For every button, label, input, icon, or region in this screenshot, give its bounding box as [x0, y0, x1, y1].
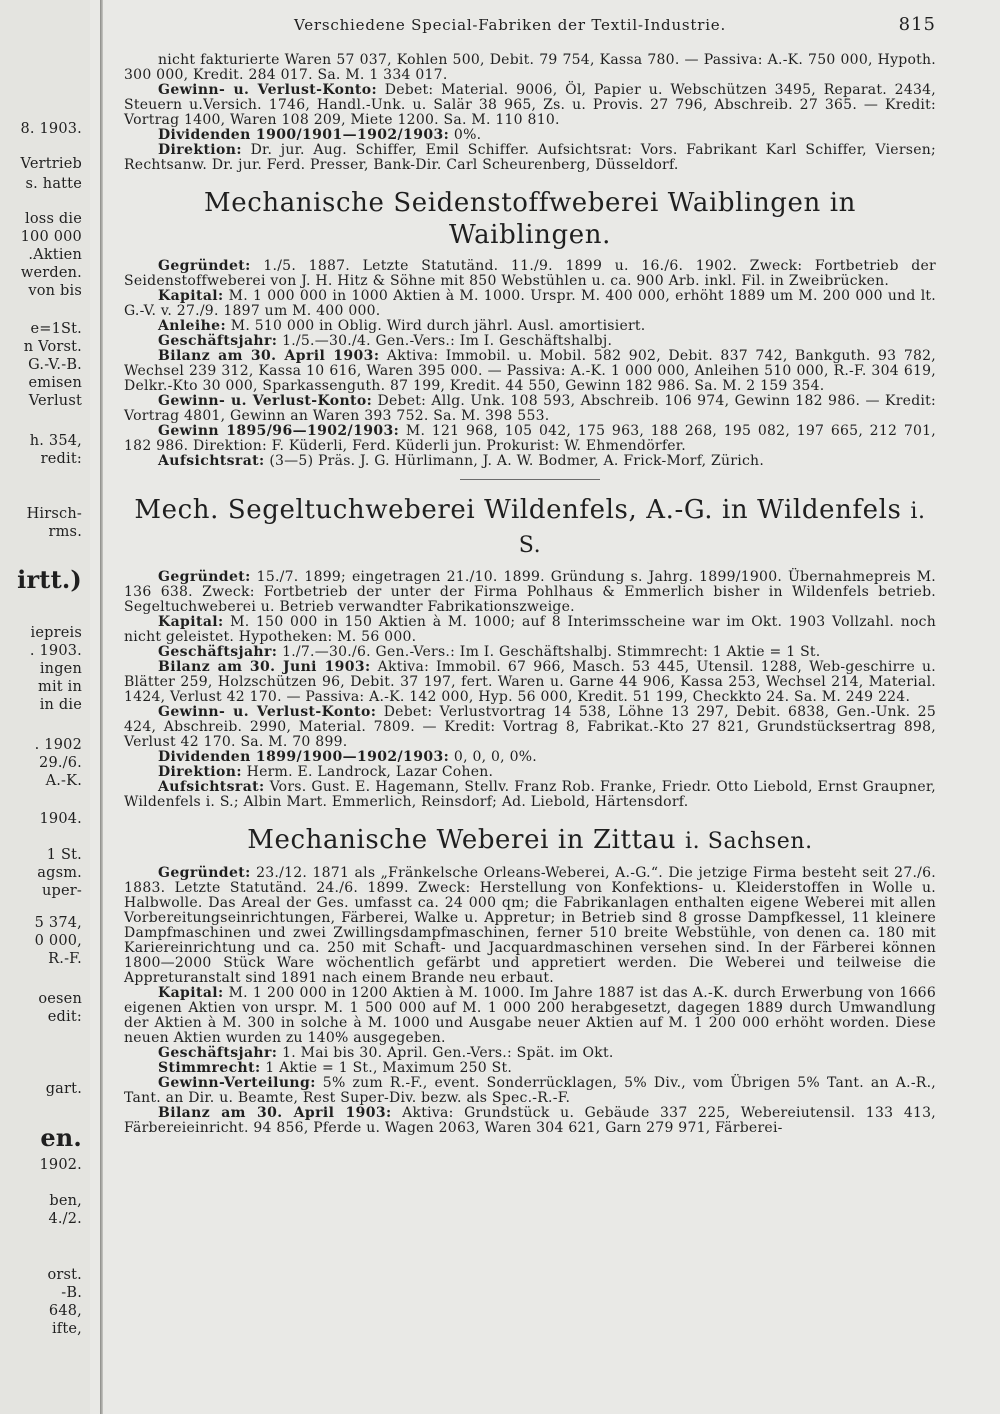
entry-text: Debet: Material. 9006, Öl, Papier u. Webschützen 3495, Reparat. 2434, Steuern u.Versich. 1746, Handl.-Unk. u. Salär 38 965, Zs. u. Provis. 27 796, Abschreib. 27 365. — Kredit: Vortrag 1400, Waren 108 209, Miete 1200. Sa. M. 110 810. [124, 82, 936, 128]
entry-paragraph [124, 319, 936, 334]
margin-fragment: Verlust [28, 393, 82, 409]
entry-label: Gegründet: [158, 865, 251, 881]
entry-paragraph [124, 1046, 936, 1061]
left-page-margin-strip [0, 0, 90, 1414]
margin-fragment: G.-V.-B. [28, 357, 82, 373]
entry-label: Gegründet: [158, 569, 251, 585]
entry-paragraph [124, 424, 936, 454]
entry-label: Dividenden 1900/1901—1902/1903: [158, 127, 450, 143]
margin-fragment: Hirsch- [26, 506, 82, 522]
entry-label: Geschäftsjahr: [158, 644, 278, 660]
entry-text: 1 Aktie = 1 St., Maximum 250 St. [265, 1060, 513, 1076]
margin-fragment: redit: [40, 451, 82, 467]
entry-text: Dr. jur. Aug. Schiffer, Emil Schiffer. Aufsichtsrat: Vors. Fabrikant Karl Schiffer, Viersen; Rechtsanw. Dr. jur. Ferd. Presser, Bank-Dir. Carl Scheurenberg, Düsseldorf. [124, 142, 936, 173]
entry-label: Gewinn- u. Verlust-Konto: [158, 704, 377, 720]
margin-fragment: loss die [25, 211, 82, 227]
company-title-text: Mech. Segeltuchweberei Wildenfels, A.-G. in Wildenfels [134, 495, 902, 525]
entry-text: 0, 0, 0, 0%. [453, 749, 537, 765]
entry-label: Bilanz am 30. April 1903: [158, 348, 380, 364]
entry-paragraph [124, 83, 936, 128]
entry-label: Gewinn- u. Verlust-Konto: [158, 82, 378, 98]
entry-label: Aufsichtsrat: [158, 779, 265, 795]
margin-fragment: 0 000, [34, 933, 82, 949]
margin-fragment: 29./6. [39, 755, 82, 771]
page-gutter-divider [100, 0, 103, 1414]
margin-fragment: uper- [41, 883, 82, 899]
running-title: Verschiedene Special-Fabriken der Textil-Industrie. [294, 16, 727, 34]
entry-paragraph [124, 128, 936, 143]
entry-paragraph [124, 53, 936, 83]
main-text-column [124, 14, 936, 1136]
section-divider [460, 479, 600, 480]
company-entry [124, 187, 936, 469]
entry-text: Debet: Allg. Unk. 108 593, Abschreib. 106 974, Gewinn 182 986. — Kredit: Vortrag 4801, Gewinn an Waren 393 752. Sa. M. 398 553. [124, 393, 937, 424]
entry-text: 1./5.—30./4. Gen.-Vers.: Im I. Geschäftshalbj. [282, 333, 613, 349]
margin-fragment: in die [39, 697, 82, 713]
entry-label: Gegründet: [158, 258, 251, 274]
margin-fragment: 1 St. [46, 847, 82, 863]
entry-paragraph [124, 454, 936, 469]
entry-text: 15./7. 1899; eingetragen 21./10. 1899. Gründung s. Jahrg. 1899/1900. Übernahmepreis M. 136 638. Zweck: Fortbetrieb der unter der Firma Pohlhaus & Emmerlich bisher in Wildenfels betrieb. Segeltuchweberei u. Betrieb verwandter Fabrikationszweige. [124, 569, 936, 615]
entry-label: Geschäftsjahr: [158, 333, 278, 349]
company-entry [124, 494, 936, 810]
margin-fragment: ingen [39, 661, 82, 677]
margin-fragment: A.-K. [45, 773, 82, 789]
entry-text: (3—5) Präs. J. G. Hürlimann, J. A. W. Bodmer, A. Frick-Morf, Zürich. [269, 453, 765, 469]
entry-label: Gewinn-Verteilung: [158, 1075, 316, 1091]
margin-fragment: -B. [61, 1285, 82, 1301]
company-title [124, 187, 936, 251]
margin-fragment: R.-F. [48, 951, 82, 967]
margin-fragment: ifte, [51, 1321, 82, 1337]
entry-paragraph [124, 660, 936, 705]
margin-fragment: 648, [48, 1303, 82, 1319]
entry-label: Bilanz am 30. April 1903: [158, 1105, 392, 1121]
margin-fragment: oesen [38, 991, 82, 1007]
margin-fragment: s. hatte [25, 176, 82, 192]
entry-text: Herm. E. Landrock, Lazar Cohen. [246, 764, 494, 780]
entry-label: Direktion: [158, 764, 242, 780]
entry-text: M. 150 000 in 150 Aktien à M. 1000; auf 8 Interimsscheine war im Okt. 1903 Vollzahl. noch nicht geleistet. Hypotheken: M. 56 000. [124, 614, 937, 645]
entry-paragraph [124, 349, 936, 394]
margin-fragment: rms. [48, 524, 82, 540]
entry-text: Debet: Verlustvortrag 14 538, Löhne 13 297, Debit. 6838, Gen.-Unk. 25 424, Abschreib. 2990, Material. 7809. — Kredit: Vortrag 8, Fabrikat.-Kto 27 821, Grundstücksertrag 898, Verlust 42 170. Sa. M. 70 899. [124, 704, 937, 750]
entry-paragraph [124, 750, 936, 765]
margin-fragment: gart. [45, 1081, 82, 1097]
entry-paragraph [124, 1061, 936, 1076]
entry-text: Aktiva: Grundstück u. Gebäude 337 225, Webereiutensil. 133 413, Färbereieinricht. 94 856, Pferde u. Wagen 2063, Waren 304 621, Garn 279 971, Färberei- [124, 1105, 936, 1136]
company-title-suffix: i. S. [518, 499, 926, 558]
entry-paragraph [124, 259, 936, 289]
margin-fragment: h. 354, [29, 433, 82, 449]
running-header [294, 14, 936, 35]
margin-fragment: 100 000 [20, 229, 82, 245]
entry-label: Aufsichtsrat: [158, 453, 265, 469]
entry-label: Kapital: [158, 288, 224, 304]
margin-fragment: edit: [47, 1009, 82, 1025]
entry-text: M. 510 000 in Oblig. Wird durch jährl. Ausl. amortisiert. [230, 318, 646, 334]
entry-paragraph [124, 615, 936, 645]
entry-text: 0%. [453, 127, 482, 143]
margin-fragment: en. [40, 1123, 82, 1152]
entry-paragraph [124, 143, 936, 173]
margin-fragment: 8. 1903. [20, 121, 82, 137]
entry-label: Dividenden 1899/1900—1902/1903: [158, 749, 450, 765]
margin-fragment: irtt.) [17, 565, 82, 594]
entry-paragraph [124, 765, 936, 780]
margin-fragment: mit in [38, 679, 82, 695]
margin-fragment: 1904. [39, 811, 82, 827]
margin-fragment: iepreis [30, 625, 82, 641]
entry-paragraph [124, 705, 936, 750]
margin-fragment: agsm. [37, 865, 82, 881]
margin-fragment: 1902. [39, 1157, 82, 1173]
margin-fragment: e=1St. [30, 321, 82, 337]
entry-text: M. 1 200 000 in 1200 Aktien à M. 1000. Im Jahre 1887 ist das A.-K. durch Erwerbung von 1666 eigenen Aktien von urspr. M. 1 500 000 auf M. 1 000 200 herabgesetzt, dagegen 1889 durch Umwandlung der Aktien à M. 300 in solche à M. 1000 und Ausgabe neuer Aktien auf M. 1 200 000 erhöht worden. Diese neuen Aktien wurden zu 140% ausgegeben. [124, 985, 936, 1046]
entry-text: 5% zum R.-F., event. Sonderrücklagen, 5% Div., vom Übrigen 5% Tant. an A.-R., Tant. an Dir. u. Beamte, Rest Super-Div. bezw. als Spec.-R.-F. [124, 1075, 936, 1106]
page-number: 815 [898, 14, 936, 35]
company-title-suffix: i. Sachsen. [684, 829, 813, 854]
entry-text: M. 121 968, 105 042, 175 963, 188 268, 195 082, 197 665, 212 701, 182 986. Direktion: F. Küderli, Ferd. Küderli jun. Prokurist: W. Ehmendörfer. [124, 423, 936, 454]
company-title [124, 824, 936, 858]
margin-fragment: . 1902 [34, 737, 82, 753]
entry-text: M. 1 000 000 in 1000 Aktien à M. 1000. Urspr. M. 400 000, erhöht 1889 um M. 200 000 und lt. G.-V. v. 27./9. 1897 um M. 400 000. [124, 288, 937, 319]
entry-paragraph [124, 570, 936, 615]
entry-text: 1./5. 1887. Letzte Statutänd. 11./9. 1899 u. 16./6. 1902. Zweck: Fortbetrieb der Seidenstoffweberei von J. H. Hitz & Söhne mit 850 Webstühlen u. ca. 900 Arb. inkl. Fil. in Zweibrücken. [124, 258, 936, 289]
entry-label: Bilanz am 30. Juni 1903: [158, 659, 371, 675]
margin-fragment: emisen [28, 375, 82, 391]
margin-fragment: orst. [47, 1267, 82, 1283]
company-title-text: Mechanische Seidenstoffweberei Waiblingen in Waiblingen. [203, 188, 857, 250]
entry-text: nicht fakturierte Waren 57 037, Kohlen 500, Debit. 79 754, Kassa 780. — Passiva: A.-K. 750 000, Hypoth. 300 000, Kredit. 284 017. Sa. M. 1 334 017. [124, 52, 936, 83]
margin-fragment: n Vorst. [23, 339, 82, 355]
entry-text: Vors. Gust. E. Hagemann, Stellv. Franz Rob. Franke, Friedr. Otto Liebold, Ernst Graupner, Wildenfels i. S.; Albin Mart. Emmerlich, Reinsdorf; Ad. Liebold, Härtensdorf. [124, 779, 936, 810]
entry-paragraph [124, 334, 936, 349]
entry-paragraph [124, 645, 936, 660]
entry-label: Gewinn- u. Verlust-Konto: [158, 393, 373, 409]
entry-text: Aktiva: Immobil. u. Mobil. 582 902, Debit. 837 742, Bankguth. 93 782, Wechsel 239 312, Kassa 10 616, Waren 395 000. — Passiva: A.-K. 1 000 000, Anleihen 510 000, R.-F. 304 619, Delkr.-Kto 30 000, Sparkassenguth. 87 199, Kredit. 44 550, Gewinn 182 986. Sa. M. 2 159 354. [124, 348, 936, 394]
company-title-text: Mechanische Weberei in Zittau [247, 825, 677, 855]
entry-text: 1. Mai bis 30. April. Gen.-Vers.: Spät. im Okt. [282, 1045, 614, 1061]
entry-paragraph [124, 394, 936, 424]
entry-text: 1./7.—30./6. Gen.-Vers.: Im I. Geschäftshalbj. Stimmrecht: 1 Aktie = 1 St. [282, 644, 821, 660]
margin-fragment: Vertrieb [20, 156, 82, 172]
company-title [124, 494, 936, 562]
entry-label: Kapital: [158, 985, 224, 1001]
margin-fragment: werden. [20, 265, 82, 281]
margin-fragment: . 1903. [29, 643, 82, 659]
entry-paragraph [124, 1106, 936, 1136]
continuation-entry [124, 53, 936, 173]
entry-label: Geschäftsjahr: [158, 1045, 278, 1061]
margin-fragment: 4./2. [48, 1211, 82, 1227]
entry-label: Gewinn 1895/96—1902/1903: [158, 423, 400, 439]
entry-label: Direktion: [158, 142, 242, 158]
margin-fragment: .Aktien [28, 247, 82, 263]
entry-text: Aktiva: Immobil. 67 966, Masch. 53 445, Utensil. 1288, Web-geschirre u. Blätter 259, Holzschützen 96, Debit. 37 197, fert. Waren u. Garne 44 906, Kassa 253, Wechsel 214, Material. 1424, Verlust 42 170. — Passiva: A.-K. 142 000, Hyp. 56 000, Kredit. 51 199, Checkkto 24. Sa. M. 249 224. [124, 659, 936, 705]
margin-fragment: von bis [28, 283, 82, 299]
entry-label: Stimmrecht: [158, 1060, 261, 1076]
entry-label: Anleihe: [158, 318, 227, 334]
entry-label: Kapital: [158, 614, 224, 630]
margin-fragment: ben, [49, 1193, 82, 1209]
entry-text: 23./12. 1871 als „Fränkelsche Orleans-Weberei, A.-G.“. Die jetzige Firma besteht seit 27./6. 1883. Letzte Statutänd. 24./6. 1899. Zweck: Herstellung von Konfektions- u. Kleiderstoffen in Wolle u. Halbwolle. Das Areal der Ges. umfasst ca. 24 000 qm; die Fabrikanlagen enthalten eigene Weberei mit allen Vorbereitungseinrichtungen, Färberei, Walke u. Appretur; in Betrieb sind 8 grosse Dampfkessel, 11 kleinere Dampfmaschinen und zwei Zwillingsdampfmaschinen, ferner 510 breite Webstühle, von denen ca. 180 mit Kariereinrichtung und ca. 250 mit Schaft- und Jacquardmaschinen versehen sind. In der Färberei können 1800—2000 Stück Ware wöchentlich gefärbt und appretiert werden. Die Weberei und teilweise die Appreturanstalt sind 1891 nach einem Brande neu erbaut. [124, 865, 936, 986]
margin-fragment: 5 374, [34, 915, 82, 931]
entry-paragraph [124, 289, 936, 319]
entry-paragraph [124, 866, 936, 986]
entry-paragraph [124, 1076, 936, 1106]
entry-paragraph [124, 986, 936, 1046]
company-entry [124, 824, 936, 1136]
entry-paragraph [124, 780, 936, 810]
